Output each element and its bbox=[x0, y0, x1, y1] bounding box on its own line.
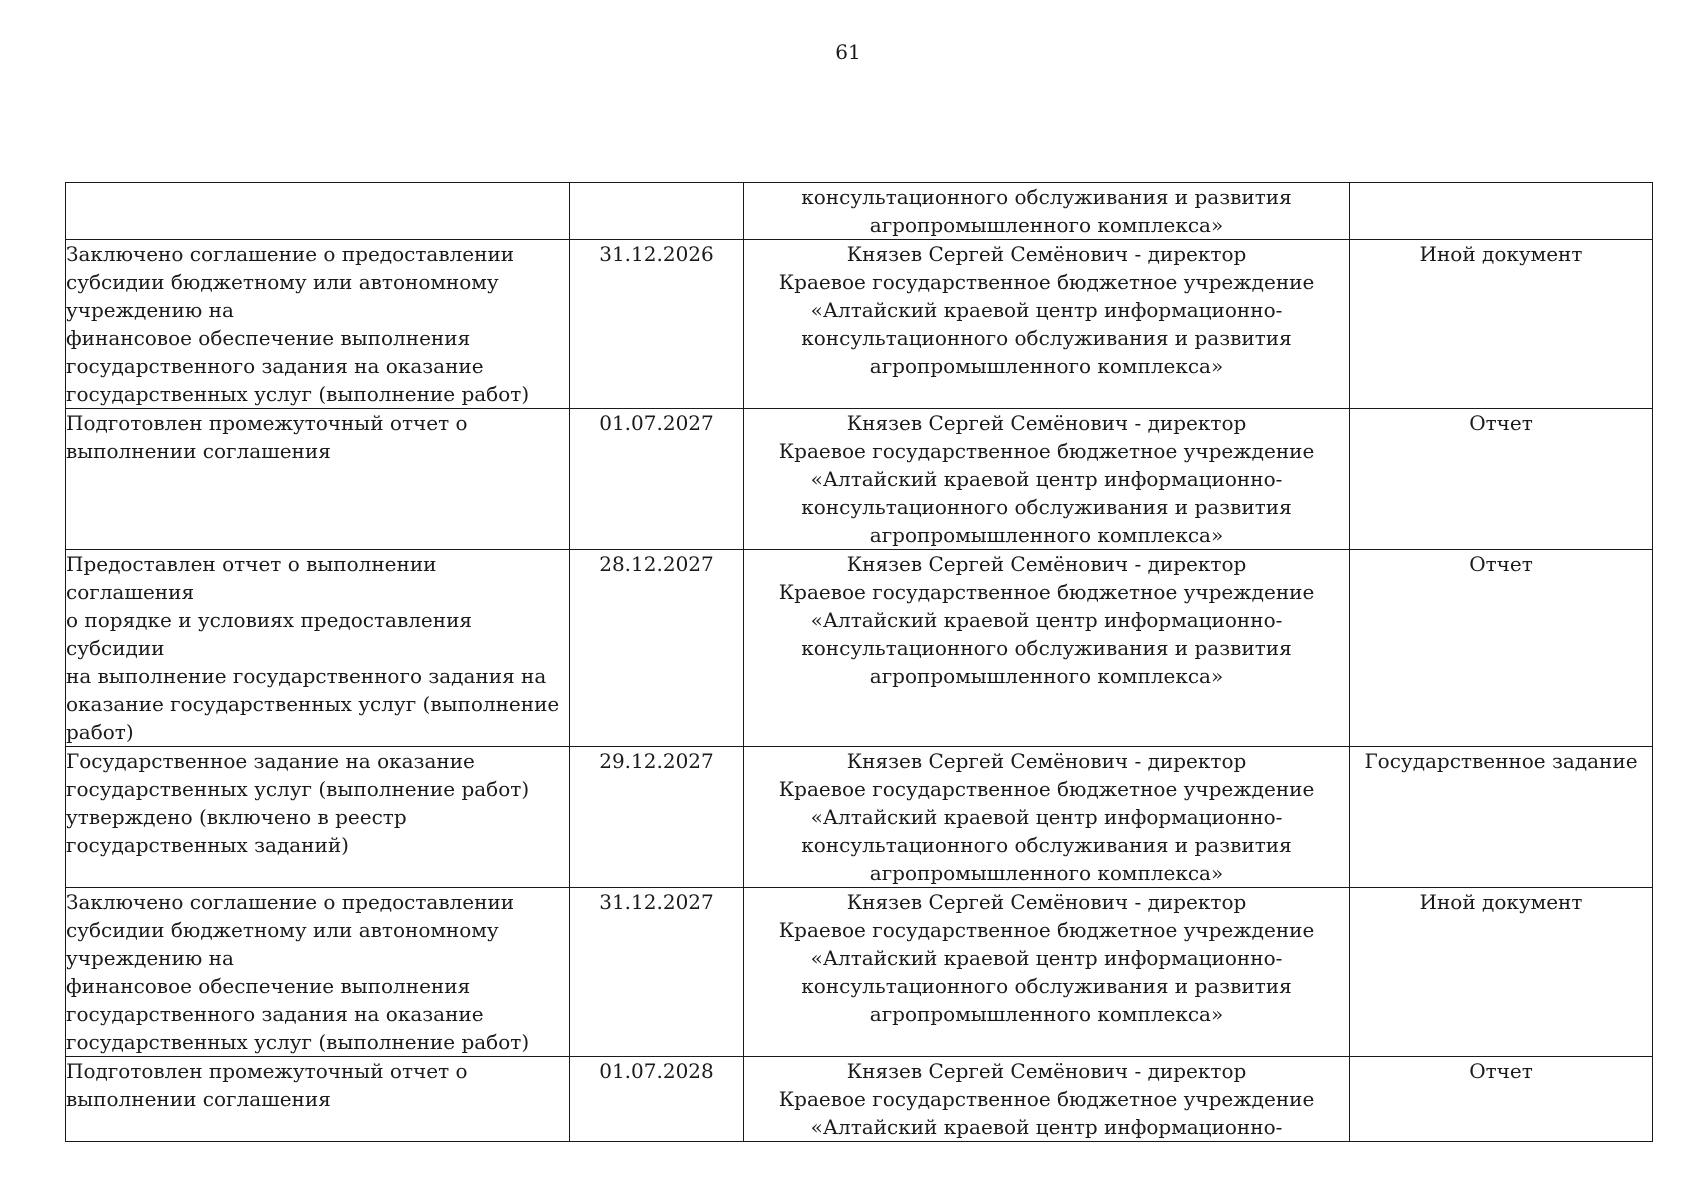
event-cell: Заключено соглашение о предоставлении субсидии бюджетному или автономному учреждению на финансовое обеспечение выполнения государственного задания на оказание государственных услуг (выполнение работ) bbox=[66, 888, 570, 1057]
document-type-cell: Государственное задание bbox=[1350, 747, 1653, 888]
control-points-table bbox=[65, 182, 1653, 1142]
responsible-cell: консультационного обслуживания и развития агропромышленного комплекса» bbox=[744, 183, 1350, 240]
responsible-cell: Князев Сергей Семёнович - директор Краевое государственное бюджетное учреждение «Алтайский краевой центр информационно- консультационного обслуживания и развития агропромышленного комплекса» bbox=[744, 888, 1350, 1057]
document-type-cell: Отчет bbox=[1350, 409, 1653, 550]
table-row bbox=[66, 409, 1653, 550]
date-cell: 31.12.2027 bbox=[570, 888, 744, 1057]
event-cell: Предоставлен отчет о выполнении соглашения о порядке и условиях предоставления субсидии на выполнение государственного задания на оказание государственных услуг (выполнение работ) bbox=[66, 550, 570, 747]
table-row bbox=[66, 1057, 1653, 1142]
responsible-cell: Князев Сергей Семёнович - директор Краевое государственное бюджетное учреждение «Алтайский краевой центр информационно- консультационного обслуживания и развития агропромышленного комплекса» bbox=[744, 240, 1350, 409]
event-cell bbox=[66, 183, 570, 240]
event-cell: Подготовлен промежуточный отчет о выполнении соглашения bbox=[66, 1057, 570, 1142]
page-number: 61 bbox=[835, 40, 861, 64]
document-type-cell bbox=[1350, 183, 1653, 240]
event-cell: Подготовлен промежуточный отчет о выполнении соглашения bbox=[66, 409, 570, 550]
responsible-cell: Князев Сергей Семёнович - директор Краевое государственное бюджетное учреждение «Алтайский краевой центр информационно- bbox=[744, 1057, 1350, 1142]
date-cell: 29.12.2027 bbox=[570, 747, 744, 888]
date-cell: 28.12.2027 bbox=[570, 550, 744, 747]
table-row bbox=[66, 240, 1653, 409]
date-cell: 31.12.2026 bbox=[570, 240, 744, 409]
document-type-cell: Отчет bbox=[1350, 550, 1653, 747]
table-row bbox=[66, 183, 1653, 240]
event-cell: Заключено соглашение о предоставлении субсидии бюджетному или автономному учреждению на финансовое обеспечение выполнения государственного задания на оказание государственных услуг (выполнение работ) bbox=[66, 240, 570, 409]
document-type-cell: Иной документ bbox=[1350, 888, 1653, 1057]
responsible-cell: Князев Сергей Семёнович - директор Краевое государственное бюджетное учреждение «Алтайский краевой центр информационно- консультационного обслуживания и развития агропромышленного комплекса» bbox=[744, 409, 1350, 550]
table-row bbox=[66, 888, 1653, 1057]
table-row bbox=[66, 550, 1653, 747]
date-cell bbox=[570, 183, 744, 240]
date-cell: 01.07.2028 bbox=[570, 1057, 744, 1142]
document-type-cell: Иной документ bbox=[1350, 240, 1653, 409]
table-row bbox=[66, 747, 1653, 888]
responsible-cell: Князев Сергей Семёнович - директор Краевое государственное бюджетное учреждение «Алтайский краевой центр информационно- консультационного обслуживания и развития агропромышленного комплекса» bbox=[744, 747, 1350, 888]
document-type-cell: Отчет bbox=[1350, 1057, 1653, 1142]
date-cell: 01.07.2027 bbox=[570, 409, 744, 550]
event-cell: Государственное задание на оказание государственных услуг (выполнение работ) утверждено (включено в реестр государственных заданий) bbox=[66, 747, 570, 888]
responsible-cell: Князев Сергей Семёнович - директор Краевое государственное бюджетное учреждение «Алтайский краевой центр информационно- консультационного обслуживания и развития агропромышленного комплекса» bbox=[744, 550, 1350, 747]
